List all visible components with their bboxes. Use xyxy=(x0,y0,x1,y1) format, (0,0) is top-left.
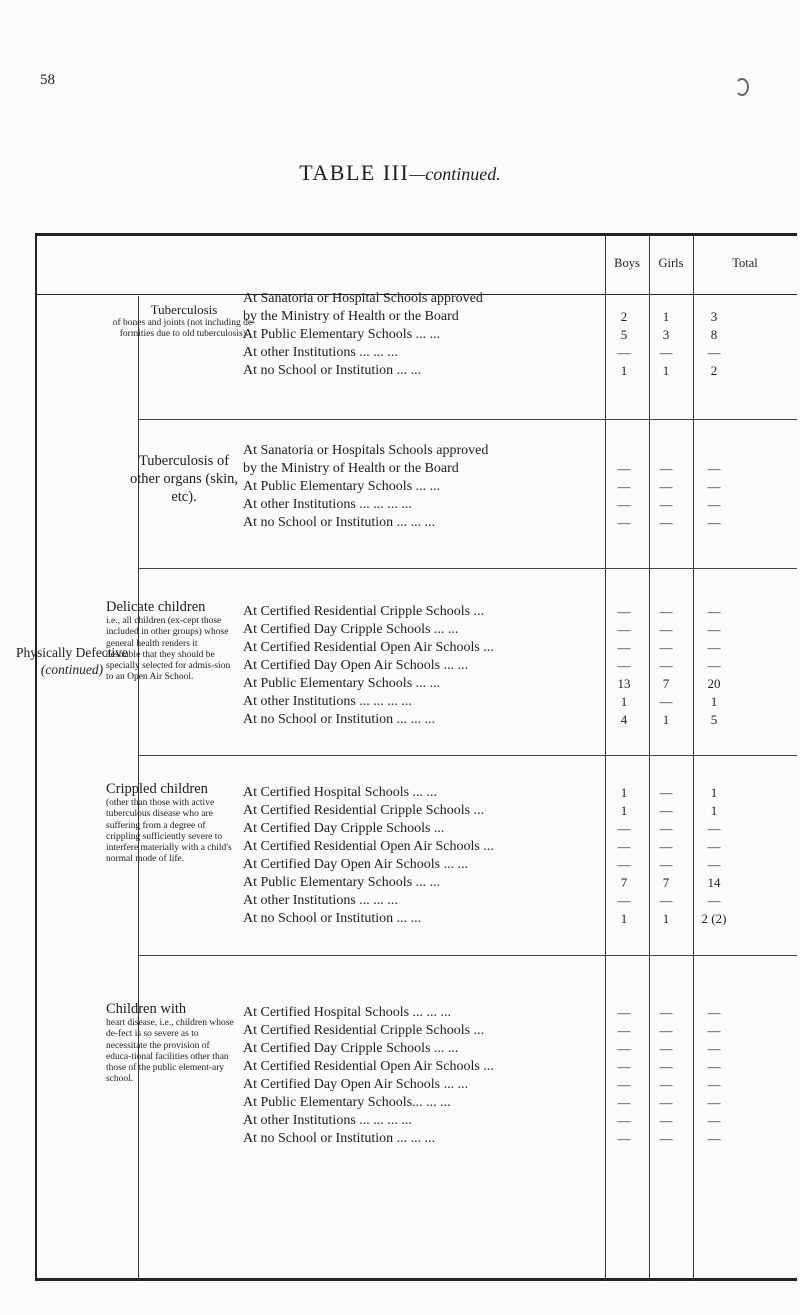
cell-girls: — xyxy=(659,622,673,637)
table-row: At Certified Residential Open Air Schools ... xyxy=(243,839,494,854)
scan-mark-icon xyxy=(735,78,749,96)
cell-girls: — xyxy=(659,604,673,619)
table-row: At Certified Hospital Schools ... ... xyxy=(243,785,438,800)
cell-total: — xyxy=(707,604,721,619)
cell-girls: 1 xyxy=(662,712,670,727)
cell-girls: — xyxy=(659,658,673,673)
cell-boys: — xyxy=(617,461,631,476)
institution-list xyxy=(243,784,608,928)
category-name: Crippled children xyxy=(106,781,208,797)
cell-boys: — xyxy=(617,1059,631,1074)
cell-boys: 1 xyxy=(620,694,628,709)
cell-girls: — xyxy=(659,821,673,836)
cell-total: — xyxy=(707,658,721,673)
cell-total: — xyxy=(707,857,721,872)
cell-girls: — xyxy=(659,640,673,655)
header-total: Total xyxy=(732,256,758,270)
cell-boys: — xyxy=(617,622,631,637)
cell-total: — xyxy=(707,1131,721,1146)
group-label-suffix: (continued) xyxy=(40,662,104,677)
table-row: At other Institutions ... ... ... ... xyxy=(243,1113,412,1128)
category-label xyxy=(104,452,264,506)
table-row: At other Institutions ... ... ... xyxy=(243,893,398,908)
table-row: At no School or Institution ... ... xyxy=(243,363,422,378)
cell-total: — xyxy=(707,1059,721,1074)
cell-girls: — xyxy=(659,1005,673,1020)
header-girls: Girls xyxy=(658,256,684,270)
table-row: At Certified Day Open Air Schools ... ... xyxy=(243,857,469,872)
section-rule xyxy=(138,419,797,420)
table-title xyxy=(0,160,800,186)
table-row: At Certified Day Cripple Schools ... ... xyxy=(243,1041,459,1056)
cell-total xyxy=(690,442,738,460)
cell-boys: 1 xyxy=(620,785,628,800)
cell-boys: — xyxy=(617,640,631,655)
cell-girls: — xyxy=(659,345,673,360)
category-detail: i.e., all children (ex-cept those included in other groups) whose general health renders it desirable that they should be specially selected for admis-sion to an Open Air School. xyxy=(106,616,231,683)
cell-total: 1 xyxy=(710,785,718,800)
girls-values xyxy=(648,784,684,928)
cell-total: — xyxy=(707,1077,721,1092)
table-row: At Certified Hospital Schools ... ... ... xyxy=(243,1005,452,1020)
table-title-main: TABLE III xyxy=(299,160,410,185)
cell-boys: — xyxy=(617,497,631,512)
total-values xyxy=(690,1004,738,1148)
cell-boys: 5 xyxy=(620,327,628,342)
cell-girls: — xyxy=(659,497,673,512)
cell-girls: — xyxy=(659,803,673,818)
cell-girls: — xyxy=(659,1041,673,1056)
cell-girls: — xyxy=(659,1023,673,1038)
table-row: At no School or Institution ... ... ... xyxy=(243,712,436,727)
boys-values xyxy=(604,1004,644,1148)
cell-total: — xyxy=(707,622,721,637)
cell-total: — xyxy=(707,839,721,854)
cell-girls: — xyxy=(659,839,673,854)
cell-boys: 2 xyxy=(620,309,628,324)
cell-total: 8 xyxy=(710,327,718,342)
table-row: At Certified Day Open Air Schools ... ... xyxy=(243,658,469,673)
cell-boys: — xyxy=(617,1005,631,1020)
cell-girls: — xyxy=(659,1077,673,1092)
cell-girls: — xyxy=(659,1131,673,1146)
table-row: At Public Elementary Schools ... ... xyxy=(243,479,441,494)
category-label xyxy=(106,598,234,684)
cell-girls: 1 xyxy=(662,363,670,378)
cell-boys: 7 xyxy=(620,875,628,890)
cell-boys: — xyxy=(617,821,631,836)
total-values xyxy=(690,290,738,380)
table-row: At Certified Residential Open Air Schools ... xyxy=(243,1059,494,1074)
cell-boys: — xyxy=(617,839,631,854)
cell-girls: 1 xyxy=(662,911,670,926)
table-row: by the Ministry of Health or the Board xyxy=(243,461,459,476)
table-row: At Certified Day Open Air Schools ... ... xyxy=(243,1077,469,1092)
cell-boys: — xyxy=(617,1131,631,1146)
table-row: At no School or Institution ... ... xyxy=(243,911,422,926)
cell-total: — xyxy=(707,640,721,655)
total-values xyxy=(690,784,738,928)
cell-girls: — xyxy=(659,1059,673,1074)
table-row: At Sanatoria or Hospital Schools approved xyxy=(243,291,483,306)
table-row: At Certified Residential Cripple Schools ... xyxy=(243,803,485,818)
cell-total: — xyxy=(707,345,721,360)
table-row: At Certified Residential Open Air Schools ... xyxy=(243,640,494,655)
section-rule xyxy=(138,568,797,569)
table-row: At Certified Residential Cripple Schools ... xyxy=(243,1023,485,1038)
cell-total: 2 (2) xyxy=(701,911,727,926)
cell-total: — xyxy=(707,1113,721,1128)
cell-girls: — xyxy=(659,893,673,908)
category-detail: heart disease, i.e., children whose de-fect is so severe as to necessitate the provision of educa-tional facilities other than those of the public element-ary school. xyxy=(106,1018,234,1085)
table-row: At Certified Day Cripple Schools ... xyxy=(243,821,445,836)
cell-boys: 1 xyxy=(620,803,628,818)
cell-boys: — xyxy=(617,1023,631,1038)
cell-boys: — xyxy=(617,1077,631,1092)
cell-total: 14 xyxy=(707,875,721,890)
cell-boys: — xyxy=(617,479,631,494)
table-row: At no School or Institution ... ... ... xyxy=(243,515,436,530)
cell-boys: — xyxy=(617,604,631,619)
table-row: At other Institutions ... ... ... xyxy=(243,345,398,360)
boys-values xyxy=(604,442,644,532)
category-name: Children with xyxy=(106,1001,187,1017)
cell-girls: 3 xyxy=(662,327,670,342)
cell-total: — xyxy=(707,893,721,908)
group-label-main: Physically Defective xyxy=(15,645,129,660)
table-row: by the Ministry of Health or the Board xyxy=(243,309,459,324)
cell-girls: — xyxy=(659,694,673,709)
category-label xyxy=(106,780,234,866)
table-row: At no School or Institution ... ... ... xyxy=(243,1131,436,1146)
cell-total: — xyxy=(707,1041,721,1056)
cell-boys: — xyxy=(617,515,631,530)
section-rule xyxy=(138,955,797,956)
cell-total: 1 xyxy=(710,803,718,818)
cell-total: — xyxy=(707,821,721,836)
table-row: At Public Elementary Schools ... ... xyxy=(243,676,441,691)
institution-list xyxy=(243,442,608,532)
boys-values xyxy=(604,603,644,729)
cell-girls: 7 xyxy=(662,676,670,691)
table-row: At Certified Residential Cripple Schools ... xyxy=(243,604,485,619)
category-label xyxy=(104,302,264,341)
cell-girls: 7 xyxy=(662,875,670,890)
institution-list xyxy=(243,290,608,380)
cell-girls: 1 xyxy=(662,309,670,324)
cell-boys: — xyxy=(617,1041,631,1056)
cell-total: 20 xyxy=(707,676,721,691)
cell-total: 5 xyxy=(710,712,718,727)
cell-total: — xyxy=(707,515,721,530)
cell-girls: — xyxy=(659,785,673,800)
cell-total: — xyxy=(707,1023,721,1038)
table-row: At Public Elementary Schools... ... ... xyxy=(243,1095,451,1110)
cell-girls xyxy=(648,290,684,308)
total-values xyxy=(690,603,738,729)
cell-boys: — xyxy=(617,345,631,360)
category-label xyxy=(106,1000,234,1086)
total-values xyxy=(690,442,738,532)
cell-boys: 13 xyxy=(617,676,631,691)
cell-boys: 4 xyxy=(620,712,628,727)
cell-girls: — xyxy=(659,1095,673,1110)
cell-girls: — xyxy=(659,479,673,494)
girls-values xyxy=(648,1004,684,1148)
cell-boys xyxy=(604,290,644,308)
table-row: At Sanatoria or Hospitals Schools approved xyxy=(243,443,489,458)
cell-girls: — xyxy=(659,857,673,872)
cell-total: 1 xyxy=(710,694,718,709)
category-name: Tuberculosis of other organs (skin, etc). xyxy=(129,453,239,505)
boys-values xyxy=(604,784,644,928)
cell-total: 2 xyxy=(710,363,718,378)
cell-girls xyxy=(648,442,684,460)
boys-values xyxy=(604,290,644,380)
cell-boys: 1 xyxy=(620,911,628,926)
cell-boys: — xyxy=(617,893,631,908)
cell-total xyxy=(690,290,738,308)
cell-girls: — xyxy=(659,1113,673,1128)
table-title-suffix: —continued. xyxy=(409,164,501,184)
table-row: At other Institutions ... ... ... ... xyxy=(243,694,412,709)
category-detail: of bones and joints (not including de-formities due to old tuberculosis). xyxy=(112,318,256,340)
table-row: At Public Elementary Schools ... ... xyxy=(243,875,441,890)
table-row: At other Institutions ... ... ... ... xyxy=(243,497,412,512)
institution-list xyxy=(243,603,608,729)
cell-boys: — xyxy=(617,1113,631,1128)
page-number: 58 xyxy=(40,72,55,88)
cell-total: — xyxy=(707,497,721,512)
cell-total: — xyxy=(707,461,721,476)
cell-total: 3 xyxy=(710,309,718,324)
category-detail: (other than those with active tuberculous disease who are suffering from a degree of crippling sufficiently severe to interfere materially with a child's normal mode of life. xyxy=(106,798,232,865)
cell-girls: — xyxy=(659,515,673,530)
cell-total: — xyxy=(707,479,721,494)
cell-boys: — xyxy=(617,857,631,872)
category-name: Delicate children xyxy=(106,599,206,615)
section-rule xyxy=(138,755,797,756)
header-boys: Boys xyxy=(614,256,640,270)
institution-list xyxy=(243,1004,608,1148)
cell-girls: — xyxy=(659,461,673,476)
cell-total: — xyxy=(707,1005,721,1020)
table-row: At Public Elementary Schools ... ... xyxy=(243,327,441,342)
girls-values xyxy=(648,442,684,532)
cell-boys: — xyxy=(617,658,631,673)
table-row: At Certified Day Cripple Schools ... ... xyxy=(243,622,459,637)
category-name: Tuberculosis xyxy=(150,302,218,317)
girls-values xyxy=(648,603,684,729)
cell-total: — xyxy=(707,1095,721,1110)
cell-boys: 1 xyxy=(620,363,628,378)
girls-values xyxy=(648,290,684,380)
cell-boys: — xyxy=(617,1095,631,1110)
cell-boys xyxy=(604,442,644,460)
